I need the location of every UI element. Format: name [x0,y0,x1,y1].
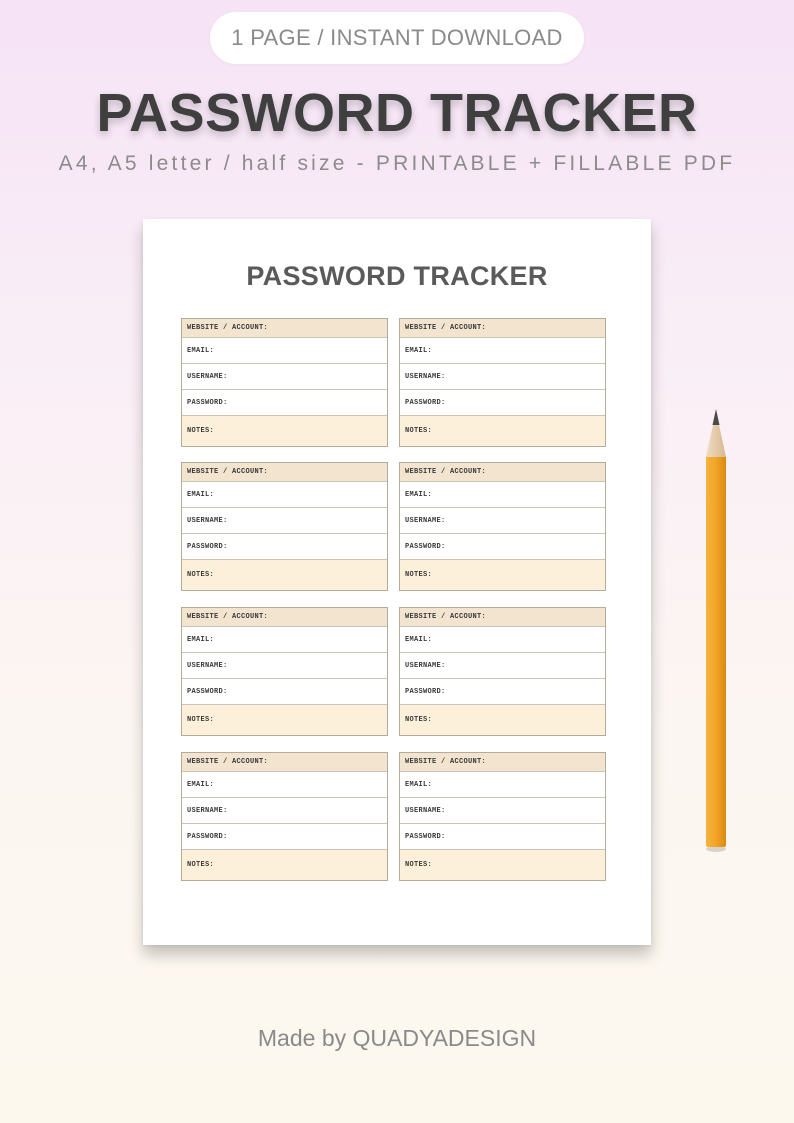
website-account-field: WEBSITE / ACCOUNT: [182,608,387,627]
password-field: PASSWORD: [182,679,387,705]
password-entry-card [181,462,388,591]
footer-credit: Made by QUADYADESIGN [257,1025,537,1051]
badge-text: 1 PAGE / INSTANT DOWNLOAD [231,25,563,50]
email-field: EMAIL: [182,627,387,653]
website-account-field: WEBSITE / ACCOUNT: [400,319,605,338]
username-field: USERNAME: [182,364,387,390]
password-field: PASSWORD: [400,679,605,705]
website-account-field: WEBSITE / ACCOUNT: [182,319,387,338]
username-field: USERNAME: [182,653,387,679]
password-entry-card [399,752,606,881]
notes-field: NOTES: [182,705,387,735]
password-entry-card [181,607,388,736]
email-field: EMAIL: [400,772,605,798]
email-field: EMAIL: [400,627,605,653]
email-field: EMAIL: [182,338,387,364]
password-field: PASSWORD: [182,824,387,850]
notes-field: NOTES: [182,850,387,880]
website-account-field: WEBSITE / ACCOUNT: [182,463,387,482]
password-entry-card [181,318,388,447]
username-field: USERNAME: [182,798,387,824]
email-field: EMAIL: [400,482,605,508]
page-title: PASSWORD TRACKER [96,83,698,143]
printable-sheet-preview [143,219,651,945]
password-field: PASSWORD: [182,390,387,416]
email-field: EMAIL: [182,772,387,798]
password-field: PASSWORD: [400,390,605,416]
sheet-title: PASSWORD TRACKER [246,261,548,291]
notes-field: NOTES: [182,560,387,590]
pencil-icon [703,405,729,853]
password-entry-card [181,752,388,881]
username-field: USERNAME: [400,798,605,824]
website-account-field: WEBSITE / ACCOUNT: [400,463,605,482]
password-entry-card [399,607,606,736]
email-field: EMAIL: [400,338,605,364]
website-account-field: WEBSITE / ACCOUNT: [182,753,387,772]
notes-field: NOTES: [400,560,605,590]
website-account-field: WEBSITE / ACCOUNT: [400,608,605,627]
notes-field: NOTES: [182,416,387,446]
instant-download-badge [210,12,584,64]
page-subtitle: A4, A5 letter / half size - PRINTABLE + FILLABLE PDF [58,152,736,175]
password-field: PASSWORD: [400,824,605,850]
username-field: USERNAME: [400,364,605,390]
password-entry-card [399,318,606,447]
username-field: USERNAME: [400,653,605,679]
email-field: EMAIL: [182,482,387,508]
notes-field: NOTES: [400,850,605,880]
password-field: PASSWORD: [400,534,605,560]
website-account-field: WEBSITE / ACCOUNT: [400,753,605,772]
password-entry-card [399,462,606,591]
notes-field: NOTES: [400,416,605,446]
notes-field: NOTES: [400,705,605,735]
password-field: PASSWORD: [182,534,387,560]
username-field: USERNAME: [182,508,387,534]
username-field: USERNAME: [400,508,605,534]
